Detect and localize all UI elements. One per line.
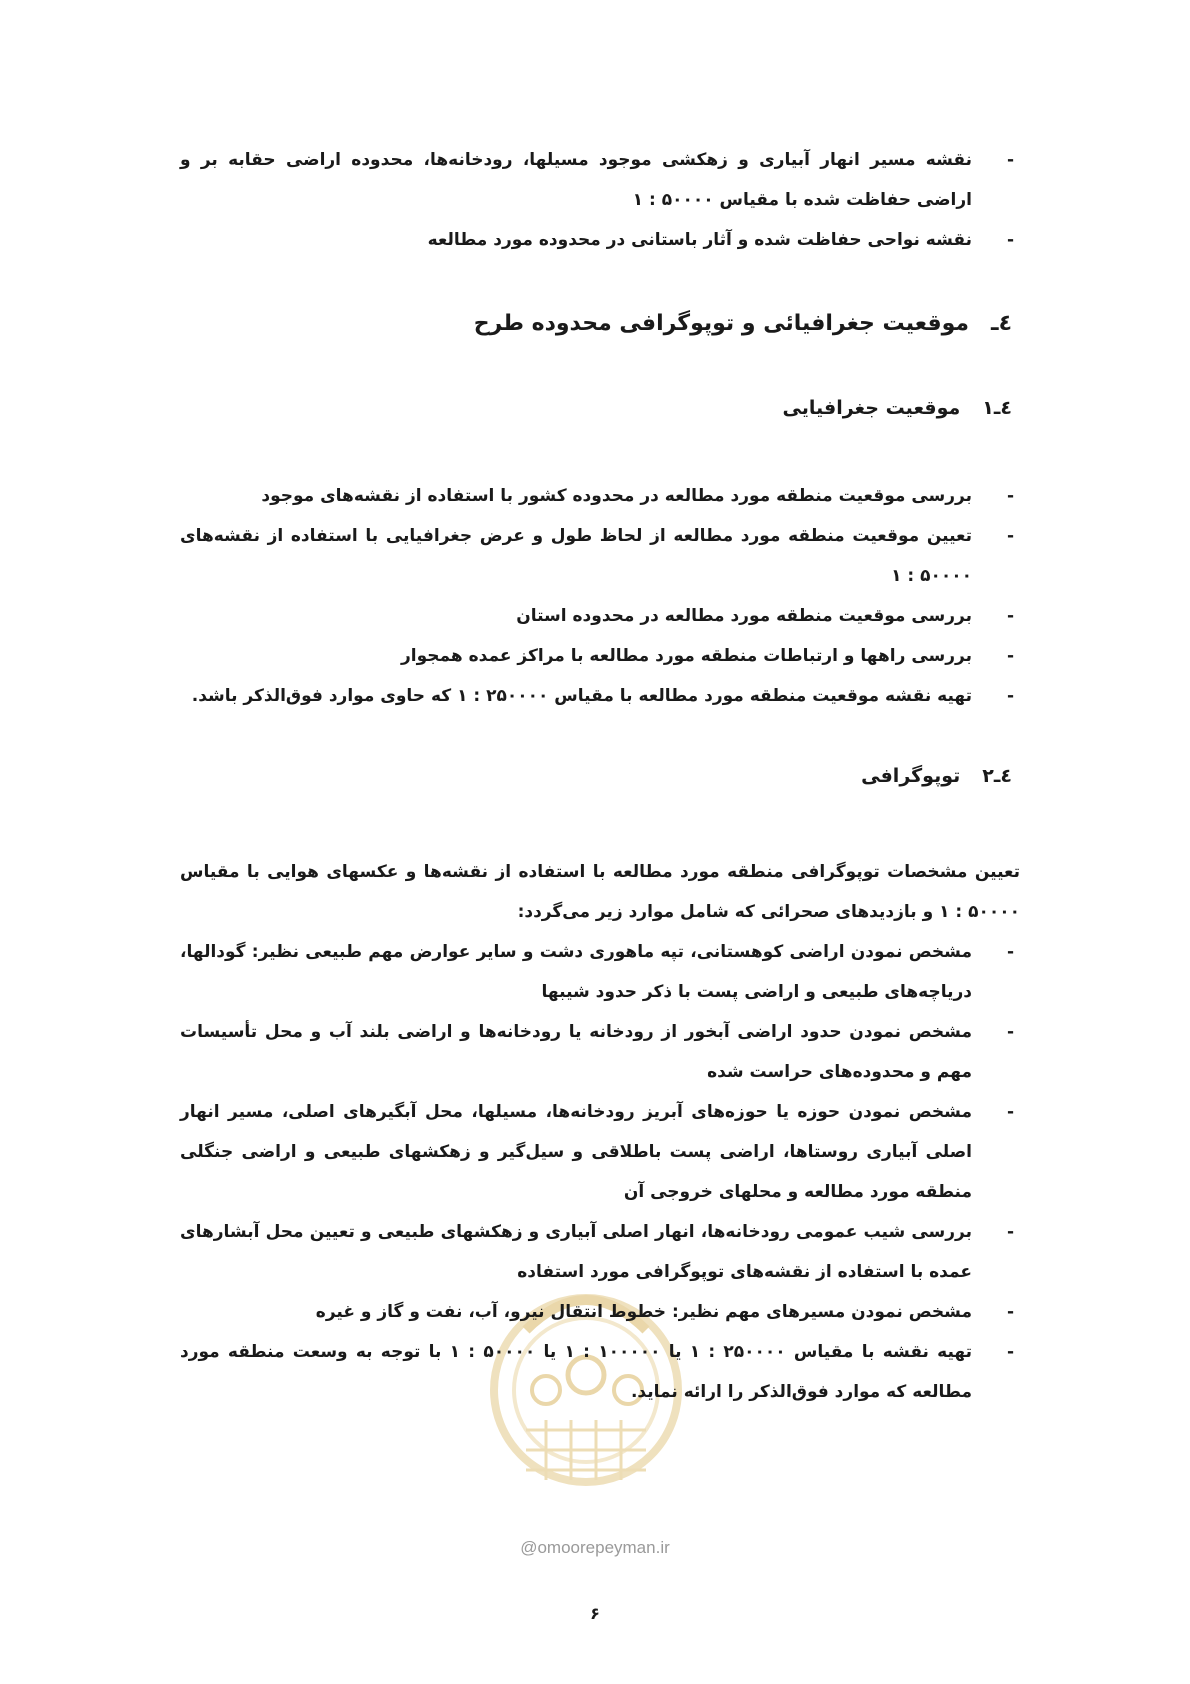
list-item (180, 516, 1020, 596)
bullet-dash: - (1006, 606, 1014, 626)
list-item-text: مشخص نمودن حوزه یا حوزه‌های آبریز رودخانه‌ها، مسیلها، محل آبگیرهای اصلی، مسیر انهار اصلی آبیاری روستاها، اراضی پست باطلاقی و سیل‌گیر و زهکشهای طبیعی و اراضی جنگلی منطقه مورد مطالعه و محلهای خروجی آن (180, 1102, 972, 1202)
list-item (180, 476, 1020, 516)
bullet-dash: - (1006, 686, 1014, 706)
subsection-heading-4-1 (180, 386, 1020, 430)
subsection-title: موقعیت جغرافیایی (782, 397, 961, 419)
page-content (180, 140, 1020, 1412)
list-item-text: تعیین موقعیت منطقه مورد مطالعه از لحاظ طول و عرض جغرافیایی با استفاده از نقشه‌های ۵۰۰۰۰ : ۱ (180, 526, 972, 586)
list-item-text: تهیه نقشه موقعیت منطقه مورد مطالعه با مقیاس ۲۵۰۰۰۰ : ۱ که حاوی موارد فوق‌الذکر باشد. (191, 686, 972, 706)
subsection-title: توپوگرافی (861, 765, 961, 787)
list-item (180, 1292, 1020, 1332)
topography-paragraph: تعیین مشخصات توپوگرافی منطقه مورد مطالعه با استفاده از نقشه‌ها و عکسهای هوایی با مقیاس ۵۰۰۰۰ : ۱ و بازدیدهای صحرائی که شامل موارد زیر می‌گردد: (180, 862, 1020, 922)
bullet-dash: - (1006, 1222, 1014, 1242)
subsection-number: ٤ـ١ (982, 397, 1012, 419)
bullet-dash: - (1006, 526, 1014, 546)
list-item (180, 1212, 1020, 1292)
list-item-text: بررسی شیب عمومی رودخانه‌ها، انهار اصلی آبیاری و زهکشهای طبیعی و تعیین محل آبشارهای عمده با استفاده از نقشه‌های توپوگرافی مورد استفاده (180, 1222, 972, 1282)
list-item-text: بررسی موقعیت منطقه مورد مطالعه در محدوده استان (516, 606, 972, 626)
subsection-number: ٤ـ٢ (982, 765, 1012, 787)
subsection-heading-4-2 (180, 754, 1020, 798)
page-number: ۶ (590, 1604, 600, 1623)
bullet-dash: - (1006, 1102, 1014, 1122)
bullet-dash: - (1006, 150, 1014, 170)
list-item (180, 140, 1020, 220)
list-map-requirements (180, 140, 1020, 260)
list-item (180, 1012, 1020, 1092)
section-number: ٤ـ (991, 311, 1012, 336)
watermark-text: @omoorepeyman.ir (520, 1538, 670, 1557)
bullet-dash: - (1006, 1022, 1014, 1042)
list-topography (180, 932, 1020, 1412)
list-item (180, 596, 1020, 636)
list-item-text: مشخص نمودن اراضی کوهستانی، تپه ماهوری دشت و سایر عوارض مهم طبیعی نظیر: گودالها، دریاچه‌های طبیعی و اراضی پست با ذکر حدود شیبها (180, 942, 972, 1002)
list-item-text: نقشه مسیر انهار آبیاری و زهکشی موجود مسیلها، رودخانه‌ها، محدوده اراضی حقابه بر و اراضی حفاظت شده با مقیاس ۵۰۰۰۰ : ۱ (180, 150, 972, 210)
list-item-text: بررسی موقعیت منطقه مورد مطالعه در محدوده کشور با استفاده از نقشه‌های موجود (261, 486, 972, 506)
section-title: موقعیت جغرافیائی و توپوگرافی محدوده طرح (473, 311, 970, 336)
bullet-dash: - (1006, 646, 1014, 666)
list-item-text: تهیه نقشه با مقیاس ۲۵۰۰۰۰ : ۱ یا ۱۰۰۰۰۰ : ۱ یا ۵۰۰۰۰ : ۱ با توجه به وسعت منطقه مورد مطالعه که موارد فوق‌الذکر را ارائه نماید. (180, 1342, 973, 1402)
list-geographic-location (180, 476, 1020, 716)
list-item-text: مشخص نمودن حدود اراضی آبخور از رودخانه یا رودخانه‌ها و اراضی بلند آب و محل تأسیسات مهم و محدوده‌های حراست شده (180, 1022, 972, 1082)
list-item (180, 220, 1020, 260)
list-item (180, 1332, 1020, 1412)
bullet-dash: - (1006, 230, 1014, 250)
bullet-dash: - (1006, 486, 1014, 506)
bullet-dash: - (1006, 942, 1014, 962)
bullet-dash: - (1006, 1302, 1014, 1322)
list-item-text: مشخص نمودن مسیرهای مهم نظیر: خطوط انتقال نیرو، آب، نفت و گاز و غیره (315, 1302, 972, 1322)
bullet-dash: - (1006, 1342, 1014, 1362)
list-item (180, 636, 1020, 676)
list-item (180, 1092, 1020, 1212)
list-item-text: نقشه نواحی حفاظت شده و آثار باستانی در محدوده مورد مطالعه (427, 230, 972, 250)
section-heading-4 (180, 300, 1020, 348)
list-item (180, 676, 1020, 716)
list-item (180, 932, 1020, 1012)
list-item-text: بررسی راهها و ارتباطات منطقه مورد مطالعه با مراکز عمده همجوار (401, 646, 972, 666)
